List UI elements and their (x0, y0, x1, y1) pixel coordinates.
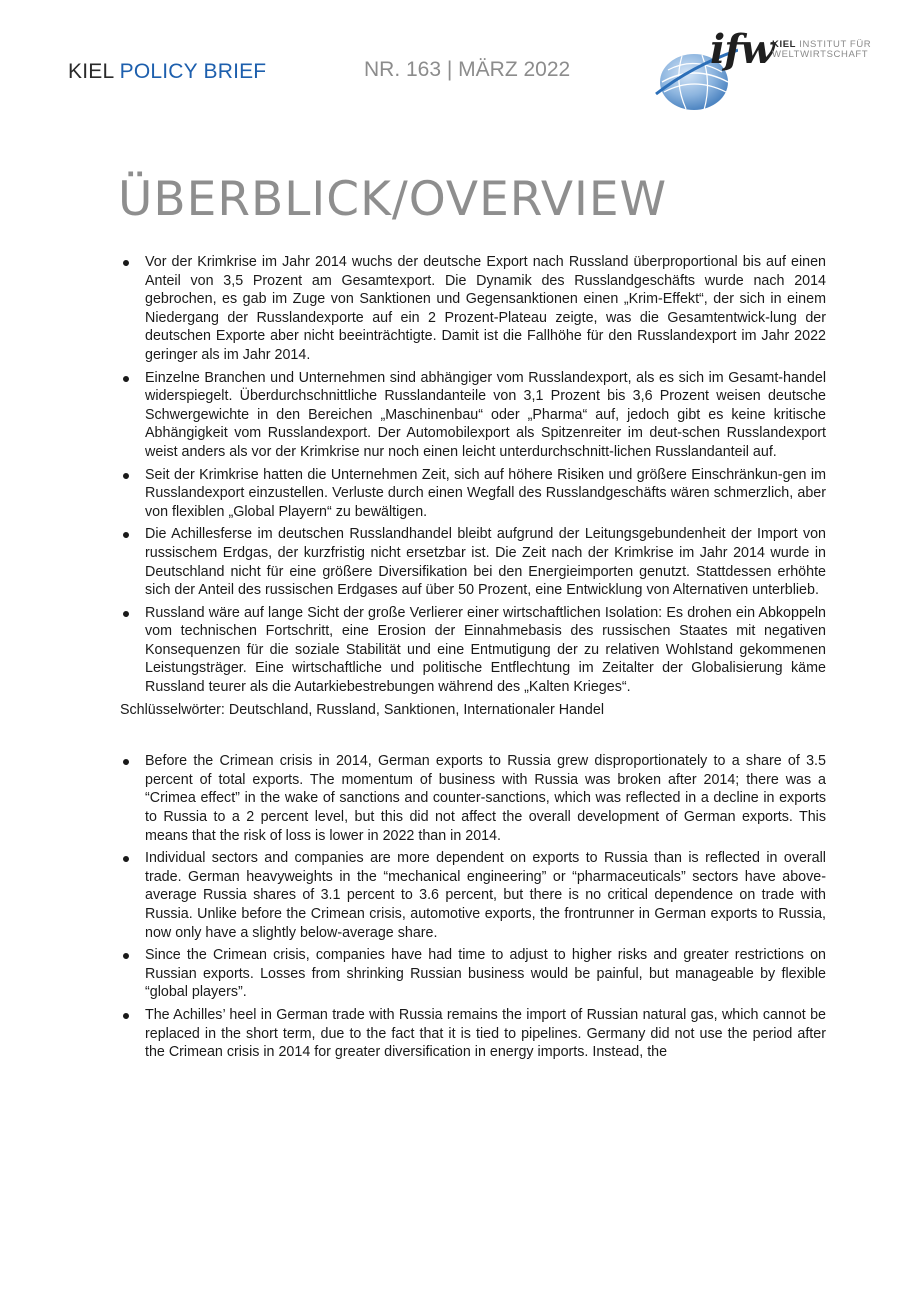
bullet-icon (123, 376, 129, 382)
bullet-text: Die Achillesferse im deutschen Russlandhandel bleibt aufgrund der Leitungsgebundenheit der Import von russischem Erdgas, der kurzfristig nicht ersetzbar ist. Die Zeit nach der Krimkrise im Jahr 2014 wurde in Deutschland nicht für eine größere Diversifikation bei den Energieimporten genutzt. Stattdessen erhöhte sich der Anteil des russischen Erdgases auf über 50 Prozent, eine Entwicklung von Alternativen unterblieb. (145, 526, 826, 599)
ifw-logo (652, 28, 872, 114)
keywords-label: Schlüsselwörter: (120, 701, 225, 718)
bullet-icon (123, 759, 129, 765)
keywords-line (120, 701, 826, 720)
bullet-text: Since the Crimean crisis, companies have had time to adjust to higher risks and greater restrictions on Russian exports. Losses from shrinking Russian business would be painful, but manageable by flexible “global players”. (145, 947, 826, 1001)
series-kiel: KIEL (68, 60, 114, 83)
bullet-text: Vor der Krimkrise im Jahr 2014 wuchs der deutsche Export nach Russland überproportional bis auf einen Anteil von 3,5 Prozent am Gesamtexport. Die Dynamik des Russlandgeschäfts wurde nach 2014 gebrochen, es gab im Zuge von Sanktionen und Gegensanktionen einen „Krim-Effekt“, der sich in einem Niedergang der Russlandexporte auf ein 2 Prozent-Plateau zeigte, was die Gesamtentwick-lung der deutschen Exporte aber nicht beeinträchtigte. Damit ist die Fallhöhe für den Russlandexport im Jahr 2022 geringer als im Jahr 2014. (145, 254, 826, 363)
bullet-text: The Achilles’ heel in German trade with Russia remains the import of Russian natural gas, which cannot be replaced in the short term, due to the fact that it is tied to pipelines. Germany did not use the period after the Crimean crisis in 2014 for greater diversification in energy imports. Instead, the (145, 1006, 826, 1061)
list-item (120, 466, 826, 522)
bullet-text: Seit der Krimkrise hatten die Unternehmen Zeit, sich auf höhere Risiken und größere Einschränkun-gen im Russlandexport einzustellen. Verluste durch einen Wegfall des Russlandgeschäfts wären schmerzlich, aber von flexiblen „Global Playern“ zu bewältigen. (145, 466, 826, 520)
bullet-icon (123, 856, 129, 862)
logo-kiel: KIEL (772, 39, 797, 50)
section-spacer (120, 719, 826, 752)
series-name (68, 60, 266, 84)
list-item (120, 849, 826, 942)
list-item (120, 369, 826, 462)
list-item (120, 253, 826, 365)
keywords-list: Deutschland, Russland, Sanktionen, Internationaler Handel (224, 701, 604, 718)
list-item (120, 525, 826, 599)
issue-number: NR. 163 | MÄRZ 2022 (364, 58, 571, 81)
series-policy-brief: POLICY BRIEF (119, 60, 267, 83)
logo-institut-fuer: INSTITUT FÜR (799, 39, 872, 50)
bullet-text: Individual sectors and companies are more dependent on exports to Russia than is reflected in overall trade. German heavyweights in the “mechanical engineering” or “pharmaceuticals” sectors have above-average Russia shares of 3.1 percent to 3.6 percent, but there is no critical dependence on trade with Russia. Unlike before the Crimean crisis, automotive exports, the frontrunner in German exports to Russia, now only have a slightly below-average share. (145, 850, 826, 941)
page-title: ÜBERBLICK/OVERVIEW (118, 172, 668, 227)
bullet-icon (123, 1013, 129, 1019)
english-bullet-list (120, 752, 826, 1062)
list-item (120, 752, 826, 845)
logo-weltwirtschaft: WELTWIRTSCHAFT (772, 49, 869, 60)
bullet-icon (123, 611, 129, 617)
bullet-icon (123, 532, 129, 538)
overview-content (120, 253, 826, 1066)
bullet-icon (123, 473, 129, 479)
bullet-icon (123, 953, 129, 959)
list-item (120, 946, 826, 1002)
bullet-icon (123, 260, 129, 266)
logo-institute-name (772, 40, 871, 60)
bullet-text: Russland wäre auf lange Sicht der große Verlierer einer wirtschaftlichen Isolation: Es drohen ein Abkoppeln vom technischen Fortschritt, eine Erosion der Einnahmebasis des russischen Staates mit negativen Konsequenzen für die soziale Stabilität und eine Entmutigung der zu relativen Wohlstand gekommenen Leistungsträger. Eine wirtschaftliche und politische Entflechtung im Zeitalter der Globalisierung käme Russland teurer als die Autarkiebestrebungen während des „Kalten Krieges“. (145, 604, 826, 696)
logo-mark: ifw (710, 26, 774, 73)
list-item (120, 1006, 826, 1062)
bullet-text: Einzelne Branchen und Unternehmen sind abhängiger vom Russlandexport, als es sich im Gesamt-handel widerspiegelt. Überdurchschnittliche Russlandanteile von 3,1 Prozent bis 3,6 Prozent weisen deutsche Schwergewichte in den Bereichen „Maschinenbau“ oder „Pharma“ auf, jedoch gibt es keine kritische Abhängigkeit vom Russlandexport. Der Automobilexport als Spitzenreiter im deut-schen Russlandexport weist anders als vor der Krimkrise nur noch einen leicht unterdurchschnitt-lichen Russlandanteil auf. (145, 369, 826, 460)
list-item (120, 604, 826, 697)
bullet-text: Before the Crimean crisis in 2014, German exports to Russia grew disproportionately to a share of 3.5 percent of total exports. The momentum of business with Russia was broken after 2014; there was a “Crimea effect” in the wake of sanctions and counter-sanctions, which was reflected in a decline in exports to Russia to a 2 percent level, but this did not affect the overall development of German exports. This means that the risk of loss is lower in 2022 than in 2014. (145, 753, 826, 844)
german-bullet-list (120, 253, 826, 697)
